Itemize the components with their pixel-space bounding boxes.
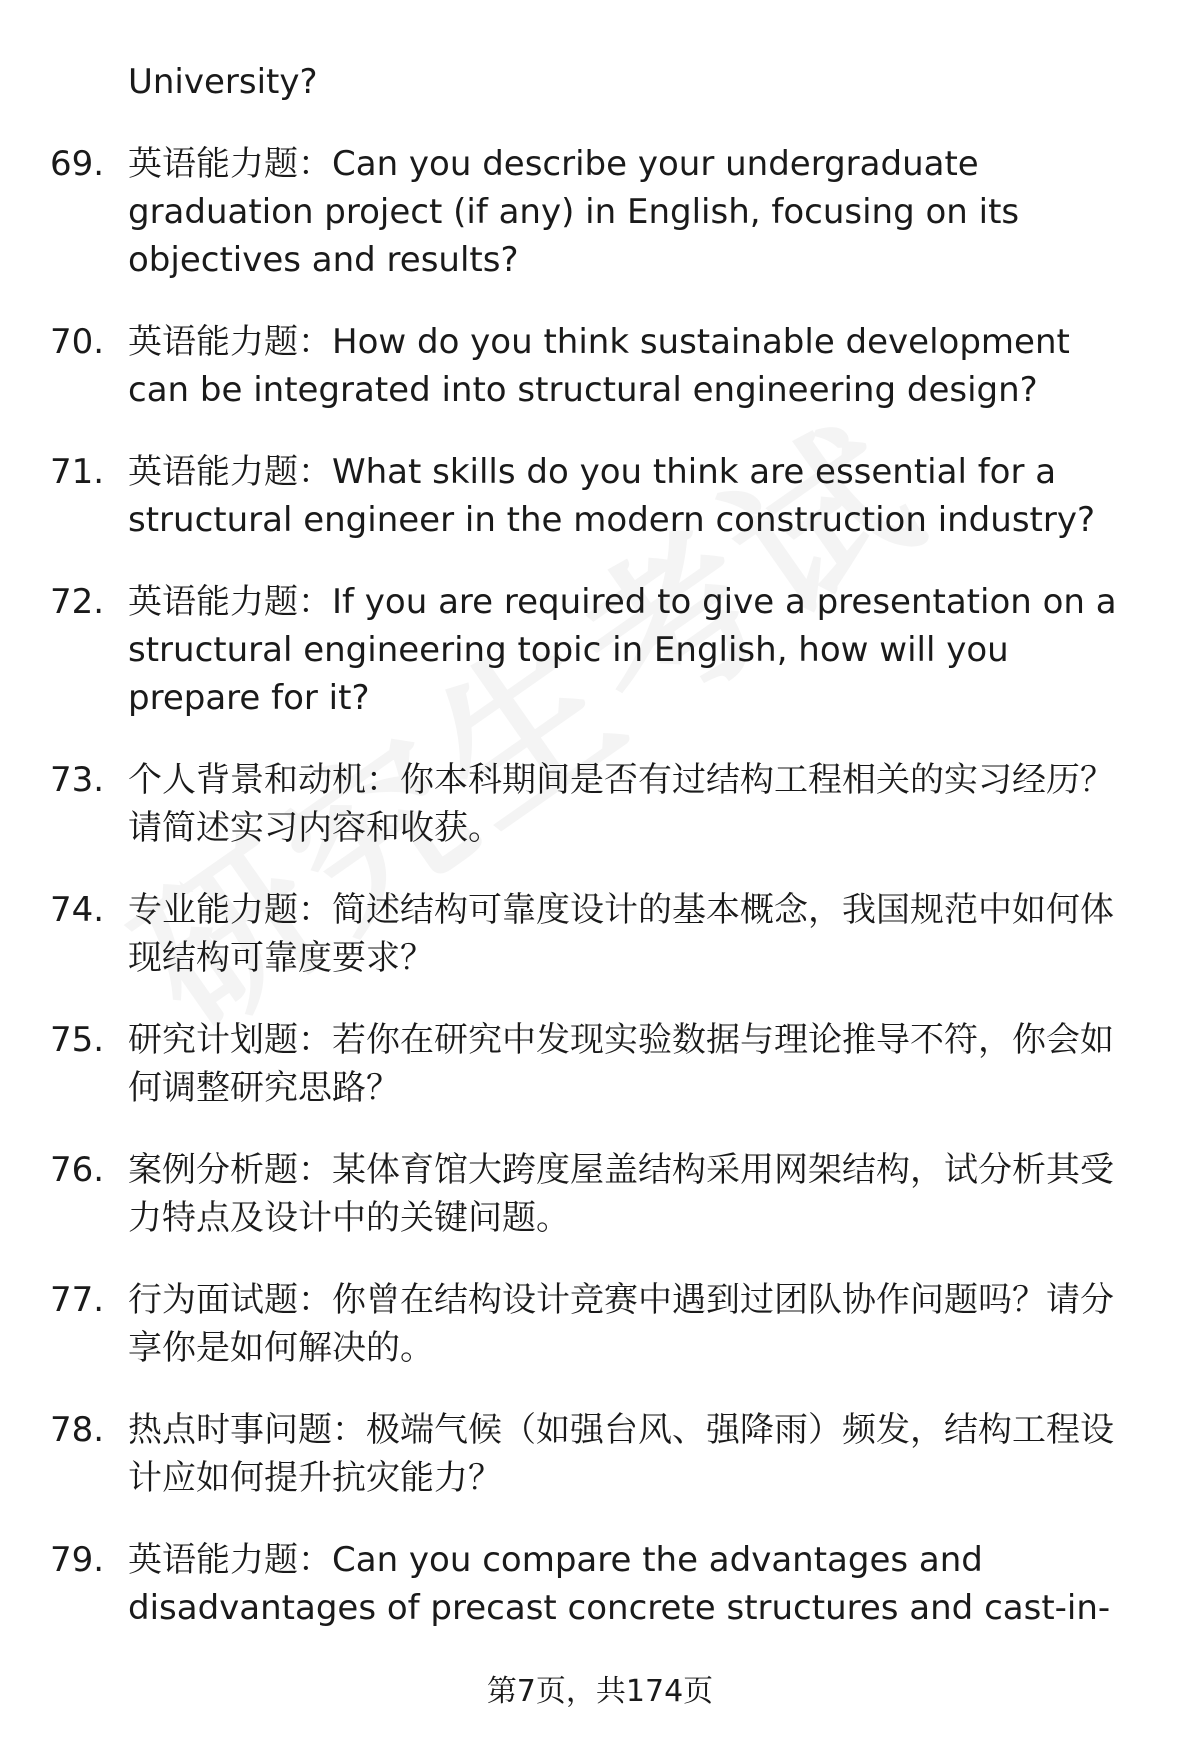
question-number: 76.: [50, 1150, 105, 1190]
question-text: 英语能力题：If you are required to give a presentation on a structural engineering topic in English, how will you prepare for it?: [128, 582, 1117, 718]
question-item: [0, 318, 1200, 414]
question-item: [0, 448, 1200, 544]
question-text: 行为面试题：你曾在结构设计竞赛中遇到过团队协作问题吗？请分享你是如何解决的。: [128, 1280, 1114, 1368]
question-text: 研究计划题：若你在研究中发现实验数据与理论推导不符，你会如何调整研究思路？: [128, 1020, 1114, 1108]
question-item: [0, 1536, 1200, 1632]
question-item: [0, 1276, 1200, 1372]
question-item: [0, 886, 1200, 982]
question-text: 英语能力题：How do you think sustainable development can be integrated into structural engineering design?: [128, 322, 1070, 410]
question-item: [0, 1016, 1200, 1112]
question-number: 71.: [50, 452, 105, 492]
question-number: 70.: [50, 322, 105, 362]
question-text: 英语能力题：What skills do you think are essential for a structural engineer in the modern construction industry?: [128, 452, 1096, 540]
question-item: [0, 1146, 1200, 1242]
question-item: [0, 1406, 1200, 1502]
continuation-text: University?: [128, 62, 318, 102]
question-number: 69.: [50, 144, 105, 184]
question-text: 英语能力题：Can you compare the advantages and disadvantages of precast concrete structures and cast-in-: [128, 1540, 1111, 1628]
question-item: [0, 756, 1200, 852]
question-number: 77.: [50, 1280, 105, 1320]
question-number: 73.: [50, 760, 105, 800]
question-list: [0, 140, 1200, 1666]
question-number: 78.: [50, 1410, 105, 1450]
question-text: 案例分析题：某体育馆大跨度屋盖结构采用网架结构，试分析其受力特点及设计中的关键问题。: [128, 1150, 1114, 1238]
question-text: 专业能力题：简述结构可靠度设计的基本概念，我国规范中如何体现结构可靠度要求？: [128, 890, 1114, 978]
question-item: [0, 140, 1200, 284]
question-item: [0, 578, 1200, 722]
question-number: 72.: [50, 582, 105, 622]
page-footer: 第7页，共174页: [486, 1674, 714, 1709]
question-text: 个人背景和动机：你本科期间是否有过结构工程相关的实习经历？请简述实习内容和收获。: [128, 760, 1114, 848]
question-number: 75.: [50, 1020, 105, 1060]
question-number: 79.: [50, 1540, 105, 1580]
question-number: 74.: [50, 890, 105, 930]
question-text: 热点时事问题：极端气候（如强台风、强降雨）频发，结构工程设计应如何提升抗灾能力？: [128, 1410, 1114, 1498]
question-text: 英语能力题：Can you describe your undergraduate graduation project (if any) in English, focusing on its objectives and results?: [128, 144, 1020, 280]
